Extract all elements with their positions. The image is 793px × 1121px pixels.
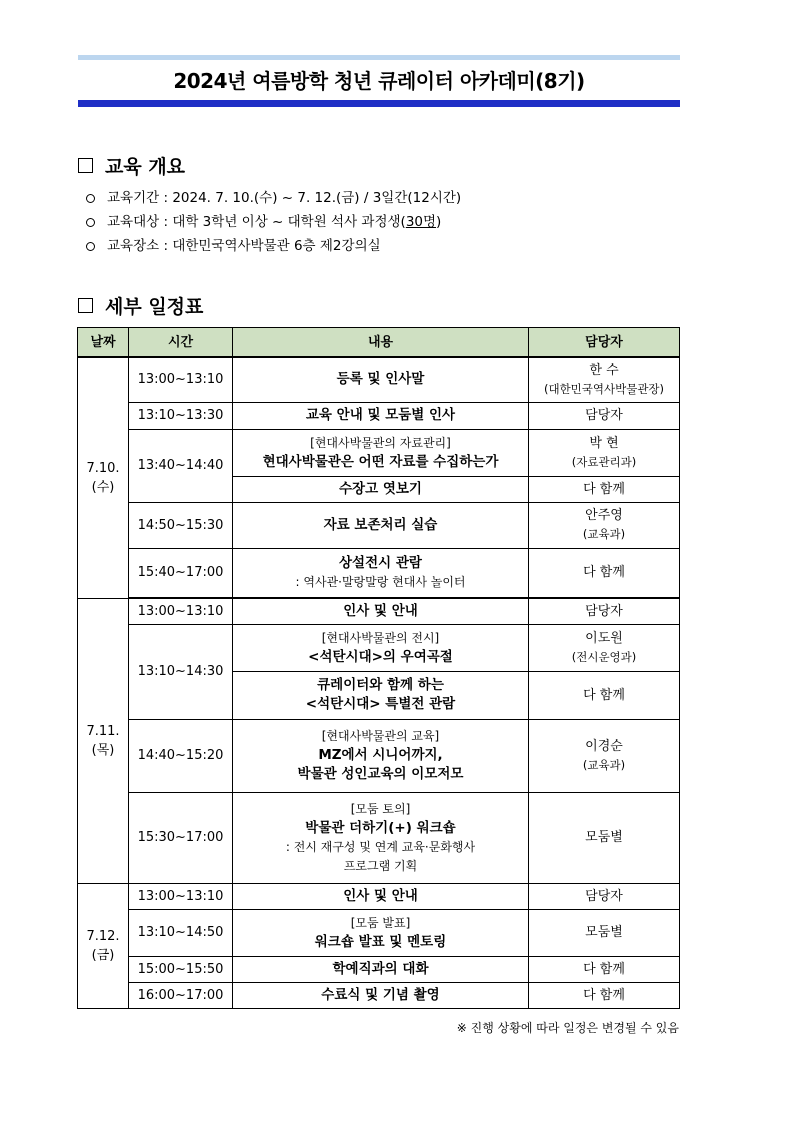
footnote: ※ 진행 상황에 따라 일정은 변경될 수 있음 <box>456 1021 679 1035</box>
content-category: [모둠 토의] <box>350 801 411 816</box>
content-cell <box>233 429 529 476</box>
content-cell: 등록 및 인사말 <box>233 357 529 402</box>
date-text: 7.12. <box>86 928 120 944</box>
table-row <box>78 502 680 548</box>
bullet-circle-icon <box>86 194 95 203</box>
content-cell <box>233 909 529 956</box>
person-name: 이경순 <box>585 738 623 754</box>
person-cell: 다 함께 <box>529 956 680 982</box>
content-detail: : 전시 재구성 및 연계 교육·문화행사 <box>285 839 476 854</box>
header-content: 내용 <box>233 328 529 358</box>
time-cell: 15:00~15:50 <box>129 956 233 982</box>
time-cell: 15:30~17:00 <box>129 792 233 883</box>
person-cell: 담당자 <box>529 402 680 429</box>
table-row <box>78 982 680 1008</box>
content-title: 워크숍 발표 및 멘토링 <box>314 933 447 950</box>
table-row <box>78 402 680 429</box>
person-cell: 다 함께 <box>529 982 680 1008</box>
person-cell: 다 함께 <box>529 548 680 597</box>
content-cell <box>233 671 529 719</box>
schedule-table <box>77 327 680 1009</box>
table-row <box>78 792 680 883</box>
content-title: 박물관 더하기(+) 워크숍 <box>305 819 456 836</box>
content-title: <석탄시대> 특별전 관람 <box>305 696 456 712</box>
person-cell <box>529 502 680 548</box>
table-row <box>78 548 680 597</box>
overview-list <box>86 186 461 258</box>
content-title: 큐레이터와 함께 하는 <box>317 677 444 693</box>
content-category: [현대사박물관의 교육] <box>321 729 440 743</box>
time-cell: 14:40~15:20 <box>129 719 233 792</box>
content-title: 상설전시 관람 <box>339 554 422 571</box>
content-cell: 자료 보존처리 실습 <box>233 502 529 548</box>
page-title: 2024년 여름방학 청년 큐레이터 아카데미(8기) <box>173 69 585 93</box>
person-cell: 다 함께 <box>529 671 680 719</box>
overview-label: 교육대상 <box>107 214 160 230</box>
header-time: 시간 <box>129 328 233 358</box>
content-category: [현대사박물관의 전시] <box>321 630 440 645</box>
person-cell: 담당자 <box>529 598 680 624</box>
overview-value: 대한민국역사박물관 6층 제2강의실 <box>172 238 381 254</box>
table-header-row <box>78 328 680 358</box>
time-cell: 15:40~17:00 <box>129 548 233 597</box>
overview-label: 교육기간 <box>107 190 160 206</box>
content-cell: 교육 안내 및 모둠별 인사 <box>233 402 529 429</box>
content-cell: 인사 및 안내 <box>233 598 529 624</box>
overview-value-end: ) <box>436 214 442 230</box>
person-cell <box>529 624 680 671</box>
time-cell: 13:00~13:10 <box>129 883 233 909</box>
date-cell <box>78 598 129 883</box>
content-category: [현대사박물관의 자료관리] <box>310 435 451 450</box>
content-title: MZ에서 시니어까지, <box>318 747 443 763</box>
time-cell: 13:10~13:30 <box>129 402 233 429</box>
table-row <box>78 719 680 792</box>
content-cell: 수장고 엿보기 <box>233 476 529 502</box>
time-cell: 13:10~14:30 <box>129 624 233 719</box>
person-dept: (자료관리과) <box>571 454 637 469</box>
time-cell: 13:00~13:10 <box>129 357 233 402</box>
overview-label: 교육장소 <box>107 238 160 254</box>
day-of-week: (금) <box>91 947 115 963</box>
table-row <box>78 909 680 956</box>
day-of-week: (수) <box>91 479 115 495</box>
content-title: 현대사박물관은 어떤 자료를 수집하는가 <box>262 453 499 470</box>
content-title: <석탄시대>의 우여곡절 <box>308 648 453 665</box>
time-cell: 13:10~14:50 <box>129 909 233 956</box>
table-row <box>78 883 680 909</box>
header-date: 날짜 <box>78 328 129 358</box>
schedule-heading-text: 세부 일정표 <box>105 296 204 318</box>
time-cell: 14:50~15:30 <box>129 502 233 548</box>
checkbox-square-icon <box>78 298 93 313</box>
person-cell: 담당자 <box>529 883 680 909</box>
date-cell <box>78 883 129 1008</box>
header-person: 담당자 <box>529 328 680 358</box>
content-category: [모둠 발표] <box>350 915 411 930</box>
person-name: 한 수 <box>589 362 619 378</box>
checkbox-square-icon <box>78 158 93 173</box>
person-name: 이도원 <box>585 630 623 646</box>
person-name: 안주영 <box>585 508 623 523</box>
table-row <box>78 598 680 624</box>
bullet-circle-icon <box>86 218 95 227</box>
person-cell <box>529 429 680 476</box>
person-cell <box>529 357 680 402</box>
content-detail: : 역사관·말랑말랑 현대사 놀이터 <box>295 574 466 589</box>
overview-value-underlined: 30명 <box>405 214 437 230</box>
overview-value: 2024. 7. 10.(수) ~ 7. 12.(금) / 3일간(12시간) <box>172 190 462 206</box>
content-cell <box>233 624 529 671</box>
date-text: 7.11. <box>86 723 120 739</box>
overview-item-target: 교육대상 : 대학 3학년 이상 ~ 대학원 석사 과정생( 30명 ) <box>86 210 461 234</box>
content-detail: 프로그램 기획 <box>343 858 418 873</box>
date-cell <box>78 357 129 598</box>
content-cell <box>233 792 529 883</box>
person-name: 박 현 <box>589 435 619 451</box>
day-of-week: (목) <box>91 742 115 758</box>
content-cell: 수료식 및 기념 촬영 <box>233 982 529 1008</box>
person-dept: (교육과) <box>582 527 626 541</box>
person-cell <box>529 719 680 792</box>
time-cell: 13:00~13:10 <box>129 598 233 624</box>
content-cell: 인사 및 안내 <box>233 883 529 909</box>
table-row <box>78 429 680 476</box>
time-cell: 16:00~17:00 <box>129 982 233 1008</box>
overview-value: 대학 3학년 이상 ~ 대학원 석사 과정생( <box>172 214 406 230</box>
person-dept: (교육과) <box>582 757 626 772</box>
date-text: 7.10. <box>86 460 120 476</box>
overview-heading <box>78 152 185 179</box>
schedule-heading <box>78 292 203 319</box>
person-cell: 다 함께 <box>529 476 680 502</box>
overview-item-period: 교육기간 : 2024. 7. 10.(수) ~ 7. 12.(금) / 3일간(12시간) <box>86 186 461 210</box>
person-cell: 모둠별 <box>529 792 680 883</box>
overview-heading-text: 교육 개요 <box>105 156 186 178</box>
table-row <box>78 956 680 982</box>
person-cell: 모둠별 <box>529 909 680 956</box>
title-block <box>78 55 680 107</box>
bullet-circle-icon <box>86 242 95 251</box>
content-cell <box>233 548 529 597</box>
person-dept: (대한민국역사박물관장) <box>543 381 665 396</box>
time-cell: 13:40~14:40 <box>129 429 233 502</box>
title-bottom-bar <box>78 100 680 107</box>
overview-item-place: 교육장소 : 대한민국역사박물관 6층 제2강의실 <box>86 234 461 258</box>
person-dept: (전시운영과) <box>571 649 637 664</box>
table-row <box>78 624 680 671</box>
content-cell: 학예직과의 대화 <box>233 956 529 982</box>
content-cell <box>233 719 529 792</box>
table-row <box>78 357 680 402</box>
content-title: 박물관 성인교육의 이모저모 <box>297 766 464 782</box>
